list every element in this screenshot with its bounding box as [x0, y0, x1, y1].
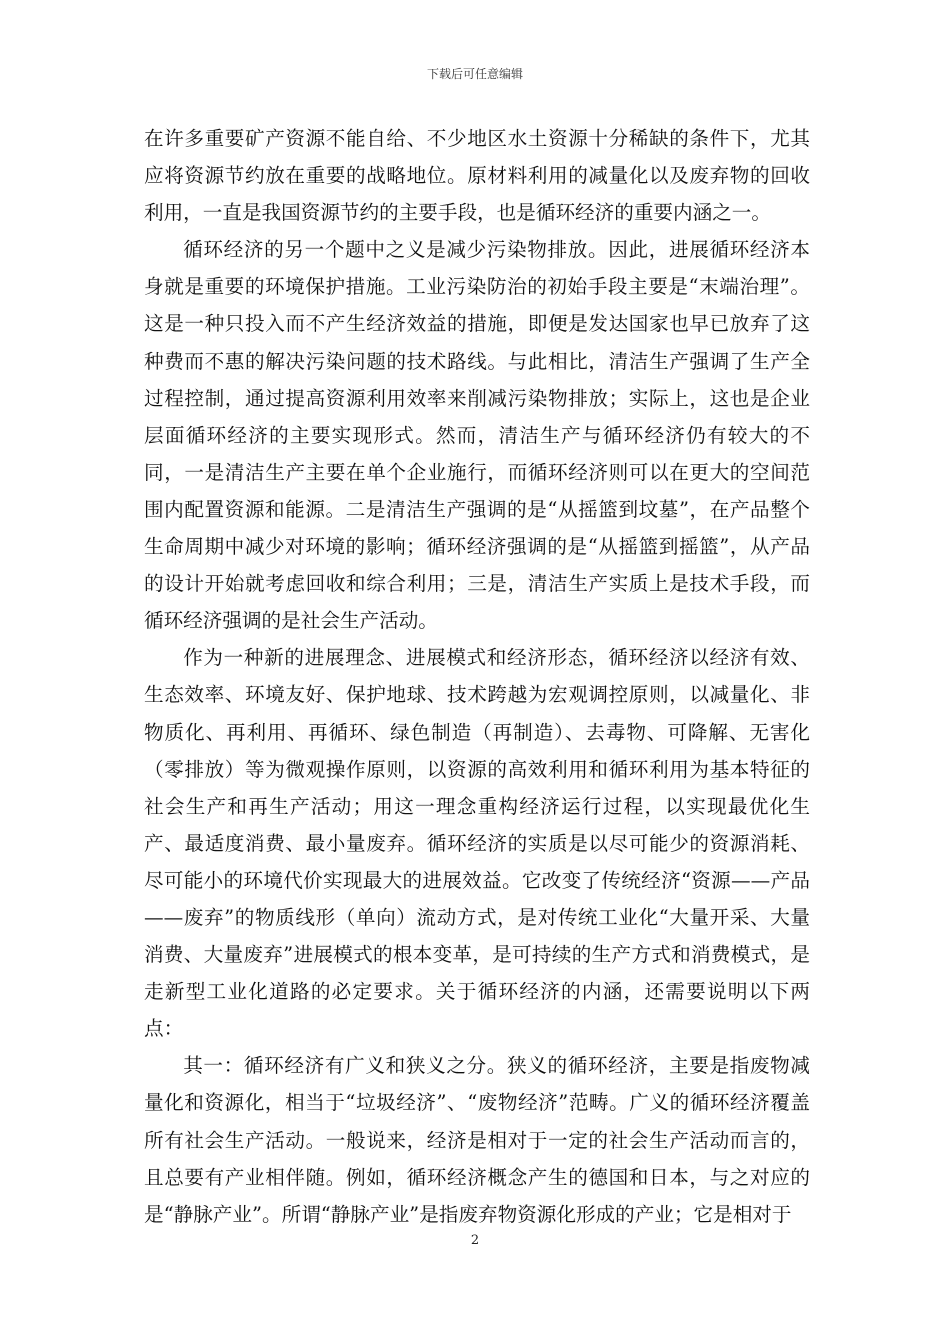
paragraph-circular-economy-definition: 作为一种新的进展理念、进展模式和经济形态，循环经济以经济有效、生态效率、环境友好、保护地球、技术跨越为宏观调控原则，以减量化、非物质化、再利用、再循环、绿色制造（再制造）、去毒物、可降解、无害化（零排放）等为微观操作原则，以资源的高效利用和循环利用为基本特征的社会生产和再生产活动；用这一理念重构经济运行过程，以实现最优化生产、最适度消费、最小量废弃。循环经济的实质是以尽可能少的资源消耗、尽可能小的环境代价实现最大的进展效益。它改变了传统经济“资源——产品——废弃”的物质线形（单向）流动方式，是对传统工业化“大量开采、大量消费、大量废弃”进展模式的根本变革，是可持续的生产方式和消费模式，是走新型工业化道路的必定要求。关于循环经济的内涵，还需要说明以下两点： — [144, 646, 810, 1041]
page-header: 下载后可任意编辑 — [426, 67, 523, 81]
document-body — [144, 120, 810, 1233]
paragraph-continuation: 在许多重要矿产资源不能自给、不少地区水土资源十分稀缺的条件下，尤其应将资源节约放在重要的战略地位。原材料利用的减量化以及废弃物的回收利用，一直是我国资源节约的主要手段，也是循环经济的重要内涵之一。 — [144, 127, 810, 225]
page-number: 2 — [470, 1233, 480, 1248]
paragraph-point-one: 其一：循环经济有广义和狭义之分。狭义的循环经济，主要是指废物减量化和资源化，相当于“垃圾经济”、“废物经济”范畴。广义的循环经济覆盖所有社会生产活动。一般说来，经济是相对于一定的社会生产活动而言的，且总要有产业相伴随。例如，循环经济概念产生的德国和日本，与之对应的是“静脉产业”。所谓“静脉产业”是指废弃物资源化形成的产业；它是相对于 — [144, 1054, 810, 1226]
paragraph-pollution-reduction: 循环经济的另一个题中之义是减少污染物排放。因此，进展循环经济本身就是重要的环境保护措施。工业污染防治的初始手段主要是“末端治理”。这是一种只投入而不产生经济效益的措施，即便是发达国家也早已放弃了这种费而不惠的解决污染问题的技术路线。与此相比，清洁生产强调了生产全过程控制，通过提高资源利用效率来削减污染物排放；实际上，这也是企业层面循环经济的主要实现形式。然而，清洁生产与循环经济仍有较大的不同，一是清洁生产主要在单个企业施行，而循环经济则可以在更大的空间范围内配置资源和能源。二是清洁生产强调的是“从摇篮到坟墓”，在产品整个生命周期中减少对环境的影响；循环经济强调的是“从摇篮到摇篮”，从产品的设计开始就考虑回收和综合利用；三是，清洁生产实质上是技术手段，而循环经济强调的是社会生产活动。 — [144, 238, 810, 633]
